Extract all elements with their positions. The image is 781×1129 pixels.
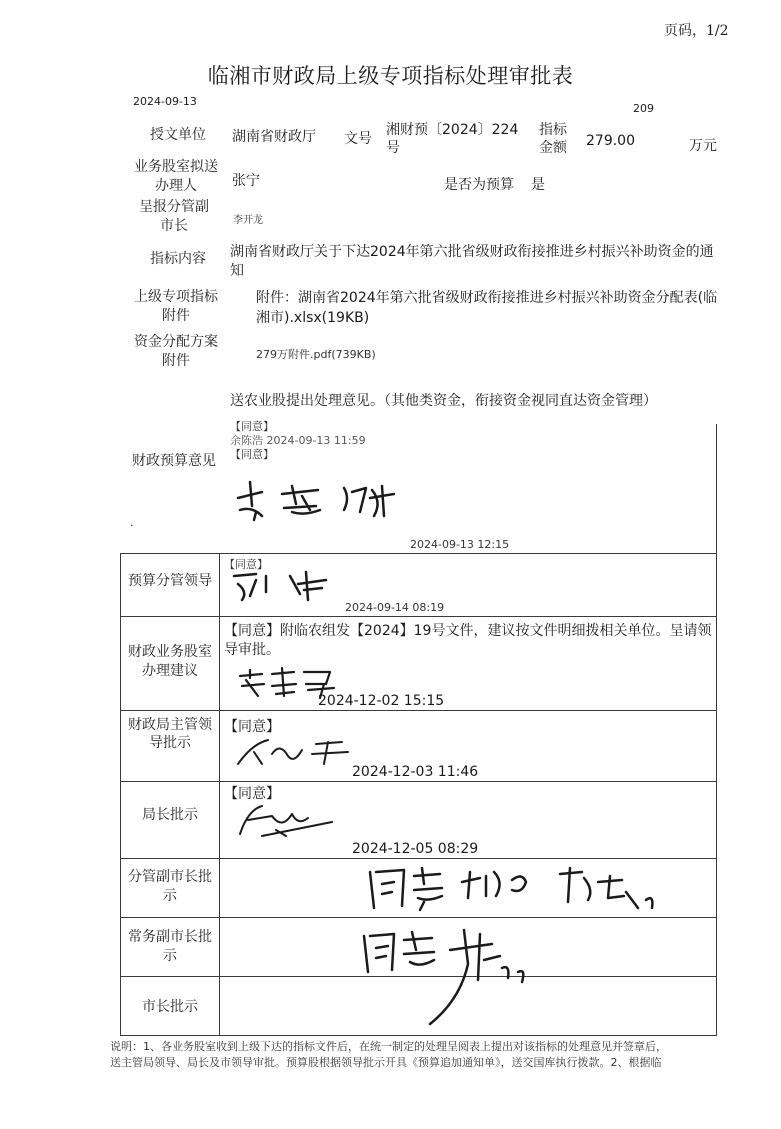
page-title: 临湘市财政局上级专项指标处理审批表: [207, 64, 574, 88]
footer-note-line2: 送主管局领导、局长及市领导审批。预算股根据领导批示开具《预算追加通知单》，送交国库执行拨款。2、根据临: [110, 1056, 662, 1069]
footer-note-line1: 说明：1、各业务股室收到上级下达的指标文件后，在统一制定的处理呈阅表上提出对该指标的处理意见并签章后，: [110, 1040, 667, 1053]
budget-leader-tag: 【同意】: [224, 558, 268, 571]
signature-exec-vice-mayor-icon: [360, 920, 550, 1030]
amount-label: 指标金额: [539, 122, 567, 156]
column-divider: [219, 553, 220, 1036]
budget-op1-tag: 【同意】: [230, 420, 274, 433]
page-number: 页码，1/2: [664, 23, 729, 39]
issuer-value: 湖南省财政厅: [232, 129, 316, 145]
form-date: 2024-09-13: [133, 95, 197, 108]
issuer-label: 授文单位: [150, 127, 206, 143]
amount-unit: 万元: [689, 138, 717, 154]
budget-opinion-label: 财政预算意见: [132, 453, 216, 469]
content-value: 湖南省财政厅关于下达2024年第六批省级财政衔接推进乡村振兴补助资金的通知: [230, 244, 714, 279]
exec-vice-mayor-label: 常务副市长批示: [128, 929, 212, 964]
budget-op2-tag: 【同意】: [230, 448, 274, 461]
row-divider: [120, 781, 717, 782]
table-right-border: [716, 424, 717, 1036]
table-bottom-border: [120, 1035, 717, 1036]
routing-note: 送农业股提出处理意见。（其他类资金，衔接资金视同直达资金管理）: [230, 393, 657, 409]
signature-director-icon: [232, 800, 352, 840]
signature-budget-director-icon: [232, 476, 402, 524]
attachment-label: 上级专项指标附件: [134, 289, 218, 324]
director-time: 2024-12-05 08:29: [352, 841, 479, 857]
row-divider: [120, 616, 717, 617]
plan-attachment-link[interactable]: 279万附件.pdf(739KB): [256, 348, 376, 361]
bureau-leader-label: 财政局主管领导批示: [128, 717, 212, 751]
handler-value: 张宁: [232, 173, 260, 189]
form-serial: 209: [633, 102, 654, 115]
dept-label: 财政业务股室办理建议: [128, 644, 212, 679]
budget-op1-name-time: 余陈浩 2024-09-13 11:59: [230, 434, 366, 447]
doc-no-label: 文号: [344, 131, 372, 147]
director-label: 局长批示: [142, 807, 198, 823]
row-divider: [120, 858, 717, 859]
content-label: 指标内容: [150, 251, 206, 267]
budget-label: 是否为预算: [444, 177, 514, 193]
budget-op2-time: 2024-09-13 12:15: [410, 538, 510, 551]
signature-vice-mayor-icon: [362, 862, 692, 920]
budget-leader-time: 2024-09-14 08:19: [345, 601, 445, 614]
mayor-label: 市长批示: [142, 999, 198, 1015]
vice-mayor-instr-label: 分管副市长批示: [128, 869, 212, 904]
row-divider: [120, 710, 717, 711]
vice-mayor-label: 呈报分管副市长: [139, 199, 209, 234]
plan-label: 资金分配方案附件: [134, 334, 218, 369]
vice-mayor-value: 李开龙: [233, 215, 263, 226]
budget-leader-label: 预算分管领导: [128, 573, 212, 589]
dept-suggestion-text: 【同意】附临农组发【2024】19号文件，建议按文件明细拨相关单位。呈请领导审批。: [224, 623, 712, 658]
bureau-leader-time: 2024-12-03 11:46: [352, 764, 479, 780]
bureau-leader-tag: 【同意】: [224, 719, 280, 735]
table-left-border: [120, 553, 121, 1036]
dept-time: 2024-12-02 15:15: [318, 693, 445, 709]
doc-no-value: 湘财预〔2024〕224号: [386, 122, 519, 156]
director-tag: 【同意】: [224, 786, 280, 802]
attachment-link[interactable]: 附件：湖南省2024年第六批省级财政衔接推进乡村振兴补助资金分配表(临湘市).xlsx(19KB): [256, 290, 718, 326]
signature-budget-leader-icon: [226, 566, 366, 604]
row-divider: [120, 553, 717, 554]
budget-value: 是: [531, 177, 545, 193]
handler-label: 业务股室拟送办理人: [134, 159, 218, 194]
margin-mark: ·: [130, 519, 134, 532]
signature-bureau-leader-icon: [232, 734, 362, 768]
amount-value: 279.00: [586, 133, 635, 149]
